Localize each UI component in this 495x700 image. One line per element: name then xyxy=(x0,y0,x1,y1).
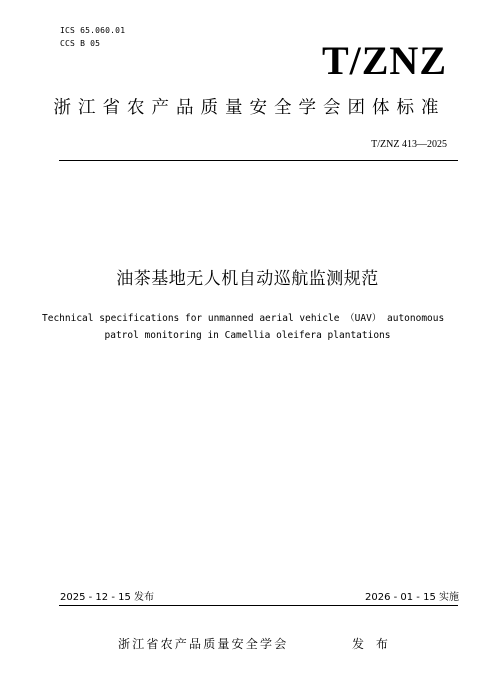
publisher-name: 浙江省农产品质量安全学会 xyxy=(118,637,289,651)
issue-date: 2025 - 12 - 15 发布 xyxy=(60,592,155,603)
document-title-english-line2: patrol monitoring in Camellia oleifera plantations xyxy=(104,330,391,341)
ics-code: ICS 65.060.01 xyxy=(60,26,126,35)
organization-standard-title: 浙江省农产品质量安全学会团体标准 xyxy=(53,98,446,118)
standard-logo: T/ZNZ xyxy=(321,38,447,83)
header-divider xyxy=(59,160,458,161)
document-title-english-line1: Technical specifications for unmanned aerial vehicle （UAV） autonomous xyxy=(42,313,445,324)
implementation-date: 2026 - 01 - 15 实施 xyxy=(364,592,459,603)
publish-label: 发 布 xyxy=(352,637,392,651)
document-title-chinese: 油茶基地无人机自动巡航监测规范 xyxy=(116,269,379,289)
standard-number: T/ZNZ 413—2025 xyxy=(371,139,447,150)
ccs-code: CCS B 05 xyxy=(60,39,101,48)
footer-divider xyxy=(59,605,458,606)
